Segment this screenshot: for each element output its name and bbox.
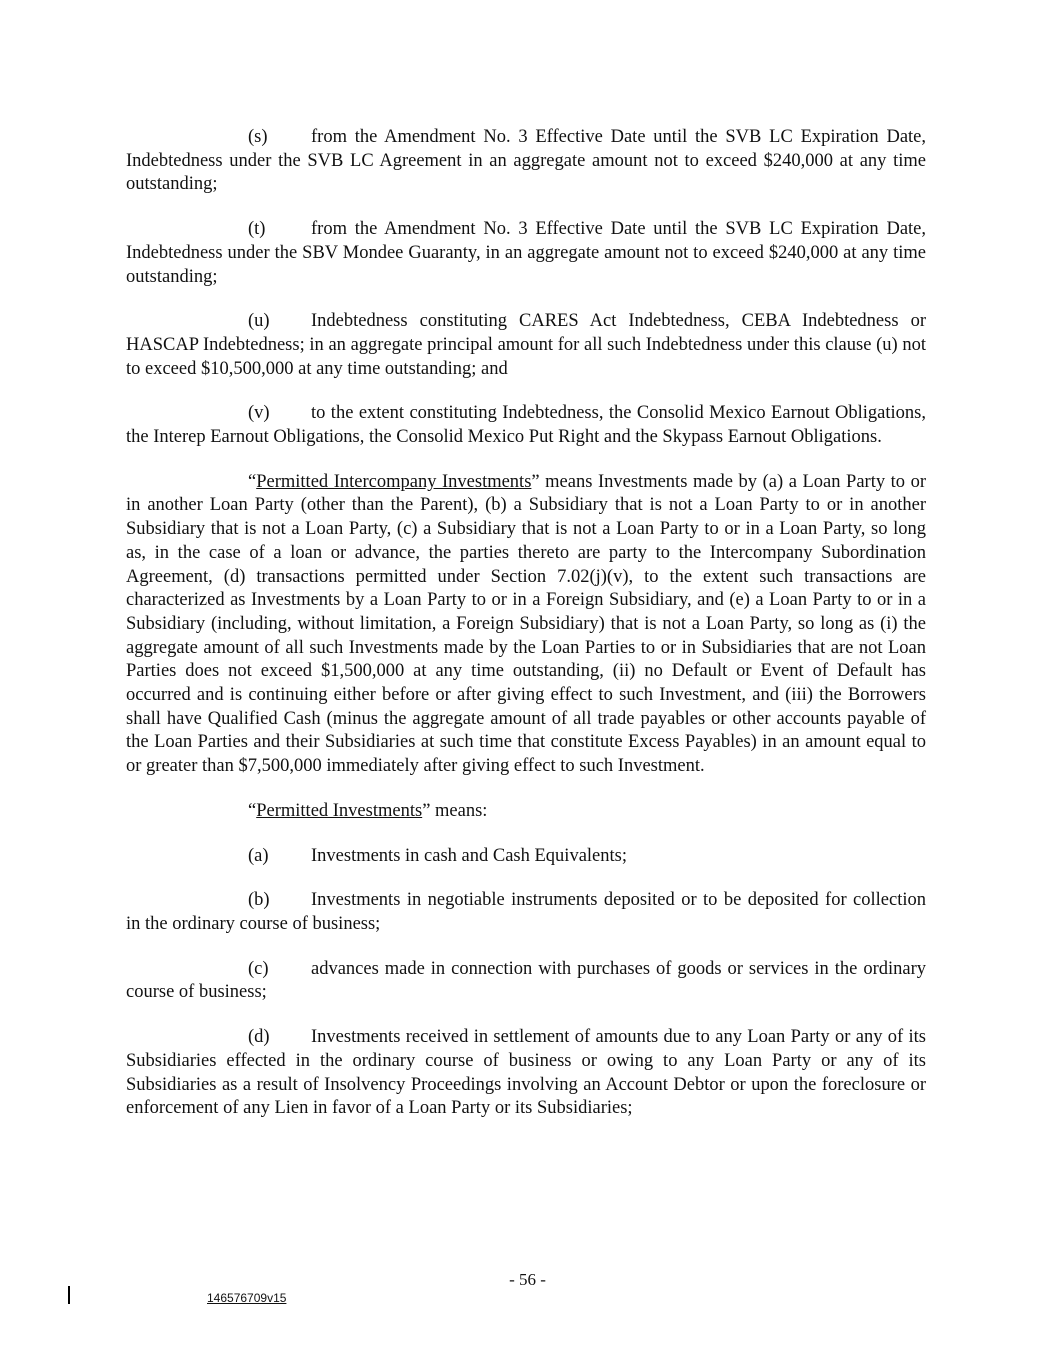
clause-v xyxy=(126,402,926,449)
clause-u xyxy=(126,310,926,381)
definition-text: ” means Investments made by (a) a Loan Party to or in another Loan Party (other than the Parent), (b) a Subsidiary that is not a Loan Party to or in another Subsidiary that is not a Loan Party, (c) a Subsidiary that is not a Loan Party to or in a Loan Party, so long as, in the case of a loan or advance, the parties thereto are party to the Intercompany Subordination Agreement, (d) transactions permitted under Section 7.02(j)(v), to the extent such transactions are characterized as Investments by a Loan Party to or in a Foreign Subsidiary, and (e) a Loan Party to or in a Subsidiary (including, without limitation, a Foreign Subsidiary) that is not a Loan Party, so long as (i) the aggregate amount of all such Investments made by the Loan Parties to or in Subsidiaries that are not Loan Parties does not exceed $1,500,000 at any time outstanding, (ii) no Default or Event of Default has occurred and is continuing either before or after giving effect to such Investment, and (iii) the Borrowers shall have Qualified Cash (minus the aggregate amount of all trade payables or other accounts payable of the Loan Parties and their Subsidiaries at such time that constitute Excess Payables) in an amount equal to or greater than $7,500,000 immediately after giving effect to such Investment. xyxy=(126,471,926,777)
definition-permitted-investments xyxy=(126,800,926,824)
clause-s xyxy=(126,126,926,197)
clause-text: from the Amendment No. 3 Effective Date until the SVB LC Expiration Date, Indebtedness under the SBV Mondee Guaranty, in an aggregate amount not to exceed $240,000 at any time outstanding; xyxy=(126,219,926,287)
clause-label: (a) xyxy=(248,845,269,866)
open-quote: “ xyxy=(248,800,257,821)
clause-text: Investments received in settlement of amounts due to any Loan Party or any of its Subsidiaries effected in the ordinary course of business or owing to any Loan Party or any of its Subsidiaries as a result of Insolvency Proceedings involving an Account Debtor or upon the foreclosure or enforcement of any Lien in favor of a Loan Party or its Subsidiaries; xyxy=(126,1027,926,1119)
clause-text: from the Amendment No. 3 Effective Date until the SVB LC Expiration Date, Indebtedness under the SVB LC Agreement in an aggregate amount not to exceed $240,000 at any time outstanding; xyxy=(126,127,926,195)
clause-t xyxy=(126,218,926,289)
clause-label: (v) xyxy=(248,403,270,424)
page-number: - 56 - xyxy=(509,1270,546,1289)
clause-text: Indebtedness constituting CARES Act Indebtedness, CEBA Indebtedness or HASCAP Indebtedness; in an aggregate principal amount for all such Indebtedness under this clause (u) not to exceed $10,500,000 at any time outstanding; and xyxy=(126,311,926,379)
document-id: 146576709v15 xyxy=(207,1291,287,1305)
clause-c xyxy=(126,958,926,1005)
clause-text: to the extent constituting Indebtedness, the Consolid Mexico Earnout Obligations, the Interep Earnout Obligations, the Consolid Mexico Put Right and the Skypass Earnout Obligations. xyxy=(126,403,926,448)
clause-text: Investments in cash and Cash Equivalents; xyxy=(311,845,627,866)
document-page xyxy=(126,126,926,1142)
definition-text: ” means: xyxy=(422,800,488,821)
clause-label: (u) xyxy=(248,311,270,332)
clause-text: advances made in connection with purchases of goods or services in the ordinary course of business; xyxy=(126,958,926,1003)
clause-label: (t) xyxy=(248,219,266,240)
clause-d xyxy=(126,1026,926,1121)
open-quote: “ xyxy=(248,471,257,492)
clause-label: (b) xyxy=(248,890,270,911)
defined-term: Permitted Investments xyxy=(256,800,423,821)
clause-label: (d) xyxy=(248,1027,270,1048)
change-bar xyxy=(68,1286,70,1304)
clause-label: (s) xyxy=(248,127,268,147)
clause-label: (c) xyxy=(248,958,269,979)
clause-a xyxy=(126,845,926,869)
definition-permitted-intercompany-investments xyxy=(126,471,926,779)
clause-text: Investments in negotiable instruments deposited or to be deposited for collection in the ordinary course of business; xyxy=(126,890,926,934)
clause-b xyxy=(126,889,926,936)
defined-term: Permitted Intercompany Investments xyxy=(256,471,532,492)
